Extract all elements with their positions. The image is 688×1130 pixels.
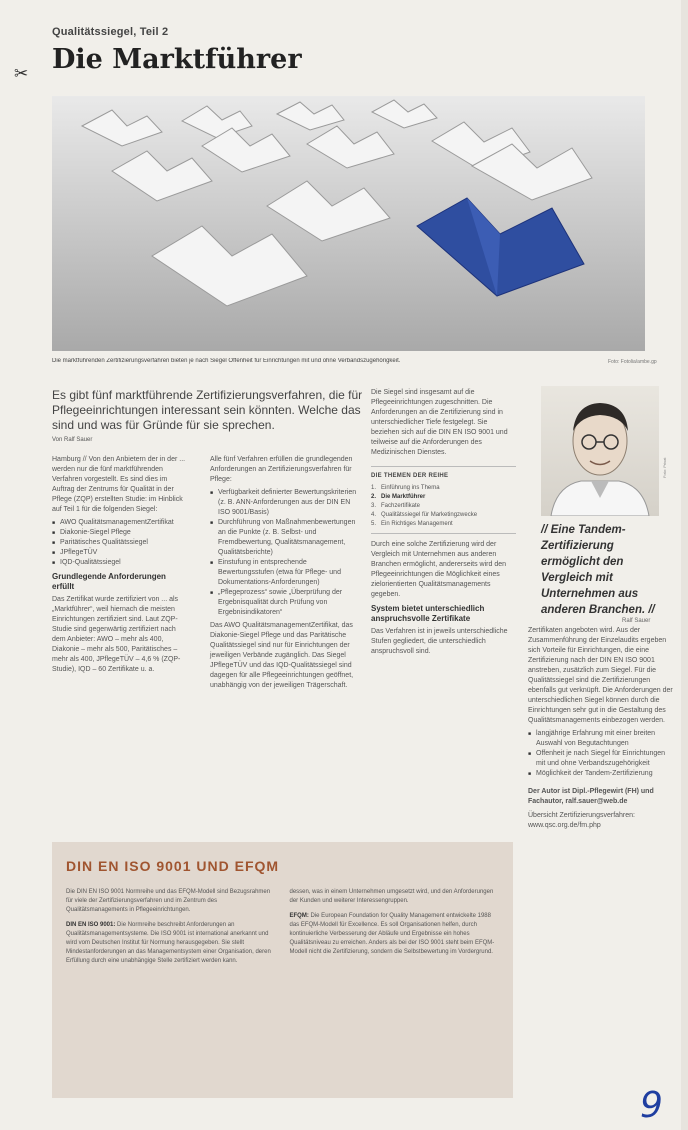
info-box-right-intro: dessen, was in einem Unternehmen umgesetzt wird, und den Anforderungen der Kunden und weiterer Interessengruppen. bbox=[289, 889, 494, 904]
info-box-columns bbox=[66, 888, 499, 972]
series-themes-box bbox=[371, 466, 516, 534]
pull-quote-author: Ralf Sauer bbox=[622, 618, 651, 624]
list-item: ■ AWO QualitätsmanagementZertifikat bbox=[52, 518, 190, 528]
subheading-system: System bietet unterschiedlich anspruchsvolle Zertifikate bbox=[371, 604, 485, 623]
info-box-intro: Die DIN EN ISO 9001 Normreihe und das EFQM-Modell sind Bezugsrahmen für viele der Zertifizierungsverfahren und im Zentrum des Qualitätsmanagements in Pflegeeinrichtungen. bbox=[66, 889, 271, 913]
theme-item: 4. Qualitätssiegel für Marketingzwecke bbox=[371, 512, 478, 518]
scissors-icon: ✂ bbox=[14, 64, 29, 83]
author-line: Von Ralf Sauer bbox=[52, 437, 93, 443]
theme-item-current: 2. Die Marktführer bbox=[371, 494, 426, 500]
series-themes-title: DIE THEMEN DER REIHE bbox=[371, 473, 449, 479]
author-note: Der Autor ist Dipl.-Pflegewirt (FH) und Fachautor, ralf.sauer@web.de bbox=[528, 788, 654, 805]
series-themes-list bbox=[371, 484, 516, 529]
col3-paragraph-2: Durch eine solche Zertifizierung wird der Vergleich mit Unternehmen aus anderen Branchen ermöglicht, andererseits wird den Pflegeeinrichtungen die Möglichkeit eines zielorientierten Qualitätsmanagements gegeben. bbox=[371, 541, 507, 598]
col1-paragraph-1: Hamburg // Von den Anbietern der in der ... werden nur die fünf marktführenden Verfahren vorgestellt. Es sind dies im Auftrag der Zentrums für Qualität in der Pflege (ZQP) erstellten Studie: im Hinblick auf Teil 1 für die folgenden Siegel: bbox=[52, 456, 186, 513]
pull-quote: // Eine Tandem-Zertifizierung ermöglicht den Vergleich mit Unternehmen aus anderen Branchen. // bbox=[541, 524, 655, 616]
siegel-list bbox=[52, 518, 190, 568]
author-portrait-illustration bbox=[541, 386, 659, 516]
list-item: ■ Verfügbarkeit definierter Bewertungskriterien (z. B. ANN-Anforderungen aus der DIN EN ISO 9001/Basis) bbox=[210, 488, 360, 518]
list-item: ■ Offenheit je nach Siegel für Einrichtungen mit und ohne Verbandszugehörigkeit bbox=[528, 749, 674, 769]
column-4 bbox=[528, 626, 674, 834]
paper-boats-photo bbox=[52, 96, 645, 351]
col3-paragraph-1: Die Siegel sind insgesamt auf die Pflegeeinrichtungen zugeschnitten. Die Anforderungen an die Zertifizierung sind in unterschiedlicher Tiefe festgelegt. Sie beziehen sich auf die DIN EN ISO 9001 und teilweise auf die Anforderungen des Medizinischen Dienstes. bbox=[371, 389, 508, 456]
efqm-paragraph: EFQM: Die European Foundation for Quality Management entwickelte 1988 das EFQM-Modell für Excellence. Es soll Organisationen helfen, durch kontinuierliche Verbesserung der Abläufe und Ergebnisse ein hohes Qualitätsniveau zu erreichen. Anders als bei der ISO 9001 steht beim EFQM-Modell nicht die Zertifizierung, sondern die Selbstbewertung im Vordergrund. bbox=[289, 913, 495, 955]
list-item: ■ JPflegeTÜV bbox=[52, 548, 190, 558]
info-box-right-column bbox=[290, 888, 500, 972]
column-1 bbox=[52, 455, 190, 678]
image-caption: Die marktführenden Zertifizierungsverfahren bieten je nach Siegel Offenheit für Einrichtungen mit und ohne Verbandszugehörigkeit. bbox=[52, 358, 401, 364]
overview-link-note: Übersicht Zertifizierungsverfahren: www.qsc.org.de/fm.php bbox=[528, 812, 635, 829]
column-3 bbox=[371, 388, 516, 660]
iso-paragraph: DIN EN ISO 9001: Die Normreihe beschreibt Anforderungen an Qualitätsmanagementsysteme. Die ISO 9001 ist international anerkannt und wird vom Deutschen Institut für Normung herausgegeben. Sie stellt Mindestanforderungen an das Managementsystem einer Organisation, deren Erfüllung durch eine unabhängige Stelle zertifiziert werden kann. bbox=[66, 922, 271, 964]
col1-paragraph-2: Das Zertifikat wurde zertifiziert von ... als „Marktführer“, weil hiernach die meisten Einrichtungen zertifiziert sind. Laut ZQP-Studie sind gegenwärtig zertifiziert nach dem Anbieter: AWO – mehr als 400, Diakonie – mehr als 500, Paritätisches – mehr als 400, JPflegeTÜV – 4,6 % (ZQP-Studie), IQD – 60 Zertifikate u. a. bbox=[52, 596, 181, 673]
list-item: ■ Paritätisches Qualitätssiegel bbox=[52, 538, 190, 548]
series-kicker: Qualitätssiegel, Teil 2 bbox=[52, 26, 169, 38]
info-box-left-column bbox=[66, 888, 276, 972]
theme-item: 1. Einführung ins Thema bbox=[371, 485, 440, 491]
info-box-title: DIN EN ISO 9001 UND EFQM bbox=[66, 858, 280, 874]
list-item: ■ langjährige Erfahrung mit einer breiten Auswahl von Begutachtungen bbox=[528, 729, 674, 749]
theme-item: 5. Ein Richtiges Management bbox=[371, 521, 453, 527]
col2-paragraph-2: Das AWO QualitätsmanagementZertifikat, das Diakonie-Siegel Pflege und das Paritätische Qualitätssiegel sind nur für Einrichtungen der jeweiligen Verbände zugänglich. Das Siegel JPflegeTÜV und das IQD-Qualitätssiegel sind dagegen für alle Pflegeeinrichtungen geöffnet, unabhängig von der jeweiligen Trägerschaft. bbox=[210, 622, 354, 689]
col4-paragraph-1: Zertifikaten angeboten wird. Aus der Zusammenführung der Einzelaudits ergeben sich Vorteile für Einrichtungen, die eine Zertifizierung nach der DIN EN ISO 9001 anstreben, zusätzlich zum Siegel. Für die Qualitätssiegel sind die Zertifizierungen ebenfalls gut verknüpft. Die Anforderungen der unterschiedlichen Siegel können durch die Einrichtungen sehr gut in die Gestaltung des Qualitätsmanagements einbezogen werden. bbox=[528, 627, 673, 724]
advantages-list bbox=[528, 729, 674, 779]
adjacent-page-edge bbox=[681, 0, 688, 1130]
list-item: ■ „Pflegeprozess“ sowie „Überprüfung der Ergebnisqualität durch Prüfung von Ergebnisindikatoren“ bbox=[210, 588, 360, 618]
image-credit: Foto: Fotolia/ambe.gp bbox=[608, 359, 657, 365]
list-item: ■ Einstufung in entsprechende Bewertungsstufen (etwa für Pflege- und Dokumentations-Anforderungen) bbox=[210, 558, 360, 588]
theme-item: 3. Fachzertifikate bbox=[371, 503, 421, 509]
list-item: ■ Durchführung von Maßnahmenbewertungen an die Punkte (z. B. Selbst- und Fremdbewertung, Qualitätsmanagement, Qualitätsberichte) bbox=[210, 518, 360, 558]
article-title: Die Marktführer bbox=[52, 44, 302, 75]
requirements-list bbox=[210, 488, 360, 618]
col2-paragraph-1: Alle fünf Verfahren erfüllen die grundlegenden Anforderungen an Zertifizierungsverfahren für Pflege: bbox=[210, 456, 353, 483]
paper-boats-illustration bbox=[52, 96, 645, 351]
info-box-iso-efqm bbox=[52, 842, 513, 1098]
list-item: ■ IQD-Qualitätssiegel bbox=[52, 558, 190, 568]
list-item: ■ Möglichkeit der Tandem-Zertifizierung bbox=[528, 769, 674, 779]
column-2 bbox=[210, 455, 360, 694]
page-number: 9 bbox=[640, 1085, 663, 1126]
lead-paragraph: Es gibt fünf marktführende Zertifizierungsverfahren, die für Pflegeeinrichtungen interessant sein könnten. Welche das sind und was für Gründe für sie sprechen. bbox=[52, 388, 363, 432]
author-portrait bbox=[541, 386, 659, 516]
portrait-credit: Foto: Privat bbox=[662, 457, 667, 478]
list-item: ■ Diakonie-Siegel Pflege bbox=[52, 528, 190, 538]
subheading-grundlegende: Grundlegende Anforderungen erfüllt bbox=[52, 572, 166, 591]
col3-paragraph-3: Das Verfahren ist in jeweils unterschiedliche Stufen gegliedert, die unterschiedlich anspruchsvoll sind. bbox=[371, 628, 508, 655]
